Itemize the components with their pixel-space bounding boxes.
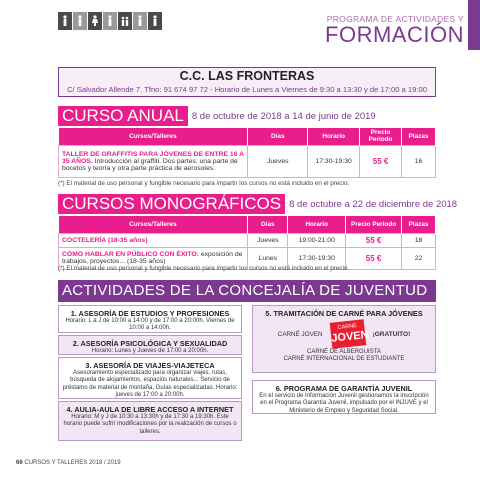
curso-anual-dates: 8 de octubre de 2018 a 14 de junio de 2019 bbox=[191, 111, 376, 122]
person-icon bbox=[88, 12, 102, 30]
carne-joven-label: CARNÉ JOVEN bbox=[277, 330, 323, 338]
course-cell bbox=[59, 233, 248, 247]
curso-anual-table bbox=[58, 128, 436, 178]
price-cell: 55 € bbox=[346, 233, 402, 247]
column-header: Cursos/Talleres bbox=[59, 216, 248, 233]
days-cell: Lunes bbox=[248, 247, 288, 269]
schedule-cell: 19:00-21:00 bbox=[288, 233, 346, 247]
curso-anual-title: CURSO ANUAL bbox=[58, 106, 188, 126]
activity-line: CARNÉ DE ALBERGUISTA bbox=[307, 349, 381, 355]
carne-joven-logo bbox=[329, 319, 369, 348]
course-name: COCTELERÍA (18-35 años) bbox=[62, 236, 148, 244]
column-header: Plazas bbox=[402, 216, 436, 233]
activity-body: Asesoramiento especializado para organizar viajes, rutas, búsqueda de alojamientos, espacios naturales... Servicio de préstamo de material de montaña. Guías especializadas. Horario: jueves de 17:00 a 20:00h. bbox=[62, 370, 238, 398]
price-cell: 55 € bbox=[360, 145, 402, 177]
person-icon bbox=[148, 12, 162, 30]
page-footer bbox=[16, 460, 121, 466]
activity-box-3 bbox=[58, 357, 242, 399]
center-address: C/ Salvador Allende 7. Tfno: 91 674 97 72 - Horario de Lunes a Viernes de 9:30 a 13:30 y de 17:00 a 19:00 bbox=[67, 85, 427, 94]
activity-body: Horario: Lunes y Jueves de 17:00 a 20:00h. bbox=[91, 348, 209, 354]
column-header: Plazas bbox=[402, 128, 436, 145]
activity-title: 5. TRAMITACIÓN DE CARNÉ PARA JÓVENES bbox=[265, 309, 423, 318]
people-icon bbox=[118, 12, 132, 30]
activity-title: 1. ASESORÍA DE ESTUDIOS Y PROFESIONES bbox=[70, 309, 230, 318]
activity-box-2 bbox=[58, 335, 242, 355]
column-header: Horario bbox=[308, 128, 360, 145]
person-icon bbox=[103, 12, 117, 30]
curso-anual-heading bbox=[58, 106, 376, 126]
monograficos-title: CURSOS MONOGRÁFICOS bbox=[58, 194, 285, 214]
logo-text: JOVEN bbox=[330, 328, 369, 345]
table-header-row bbox=[59, 216, 436, 233]
schedule-cell: 17:30-19:30 bbox=[288, 247, 346, 269]
schedule-cell: 17:30-19:30 bbox=[308, 145, 360, 177]
table-row bbox=[59, 145, 436, 177]
activity-body: Horario: L a J de 10:00 a 14:00 y de 17:00 a 20:00h. Viernes de 10:00 a 14:00h. bbox=[65, 318, 235, 332]
column-header: Días bbox=[248, 128, 308, 145]
activity-box-6 bbox=[252, 380, 436, 414]
page-number: 66 bbox=[16, 460, 23, 466]
days-cell: Jueves bbox=[248, 233, 288, 247]
header-accent-bar bbox=[468, 0, 480, 50]
actividades-title: ACTIVIDADES DE LA CONCEJALÍA DE JUVENTUD bbox=[58, 280, 436, 302]
activity-title: 4. AULIA-AULA DE LIBRE ACCESO A INTERNET bbox=[66, 405, 234, 414]
course-cell bbox=[59, 145, 248, 177]
column-header: Precio Periodo bbox=[360, 128, 402, 145]
footnote: (*) El material de uso personal y fungible necesario para impartir los cursos no está incluido en el precio. bbox=[58, 180, 350, 187]
activity-box-1 bbox=[58, 305, 242, 333]
section-title: FORMACIÓN bbox=[325, 22, 464, 47]
footer-text: CURSOS Y TALLERES 2018 / 2019 bbox=[24, 460, 121, 466]
monograficos-heading bbox=[58, 194, 457, 214]
table-header-row bbox=[59, 128, 436, 145]
monograficos-table bbox=[58, 216, 436, 270]
table-row bbox=[59, 233, 436, 247]
course-name: CÓMO HABLAR EN PÚBLICO CON ÉXITO: bbox=[62, 251, 199, 258]
activity-body: En el servicio de Información Juvenil gestionamos la inscripción en el Programa Garantía Juvenil, impulsado por el INJUVE y el Ministerio de Empleo y Seguridad Social. bbox=[259, 393, 429, 414]
course-description: Introducción al graffiti. Dos partes: una parte de bocetos y teoría y otra parte práctica de aerosoles. bbox=[62, 157, 238, 172]
center-info bbox=[58, 67, 436, 97]
activity-line: CARNÉ INTERNACIONAL DE ESTUDIANTE bbox=[283, 356, 405, 363]
column-header: Precio Periodo bbox=[346, 216, 402, 233]
column-header: Cursos/Talleres bbox=[59, 128, 248, 145]
price-cell: 55 € bbox=[346, 247, 402, 269]
carne-joven-row bbox=[253, 321, 435, 347]
course-name: TALLER DE GRAFFITIS PARA JÓVENES DE ENTRE 16 A 35 AÑOS. bbox=[62, 150, 244, 165]
column-header: Horario bbox=[288, 216, 346, 233]
activity-box-5 bbox=[252, 305, 436, 373]
column-header: Días bbox=[248, 216, 288, 233]
logo-text: CARNÉ bbox=[336, 323, 357, 332]
footnote: (*) El material de uso personal y fungible necesario para impartir los cursos no está incluido en el precio. bbox=[58, 265, 350, 272]
gratuito-label: ¡GRATUITO! bbox=[372, 330, 411, 338]
activity-title: 2. ASESORÍA PSICOLÓGICA Y SEXUALIDAD bbox=[72, 339, 228, 348]
person-icon bbox=[73, 12, 87, 30]
person-icon bbox=[133, 12, 147, 30]
activity-box-4 bbox=[58, 401, 242, 441]
monograficos-dates: 8 de octubre a 22 de diciembre de 2018 bbox=[289, 199, 458, 210]
category-icons bbox=[58, 12, 162, 30]
person-icon bbox=[58, 12, 72, 30]
center-name: C.C. LAS FRONTERAS bbox=[179, 69, 315, 83]
activity-title: 6. PROGRAMA DE GARANTÍA JUVENIL bbox=[275, 384, 413, 393]
seats-cell: 18 bbox=[402, 233, 436, 247]
activity-body: Horario: M y J de 10:30 a 13:30h y de 17:30 a 19:30h. Este horario puede sufrir modificaciones por la realización de cursos o talleres. bbox=[63, 414, 237, 435]
course-description: exposición de trabajos, proyectos... (18-35 años) bbox=[62, 251, 243, 265]
activity-title: 3. ASESORÍA DE VIAJES-VIAJETECA bbox=[85, 361, 215, 370]
seats-cell: 22 bbox=[402, 247, 436, 269]
program-label: PROGRAMA DE ACTIVIDADES Y bbox=[326, 14, 464, 24]
days-cell: Jueves bbox=[248, 145, 308, 177]
seats-cell: 16 bbox=[402, 145, 436, 177]
